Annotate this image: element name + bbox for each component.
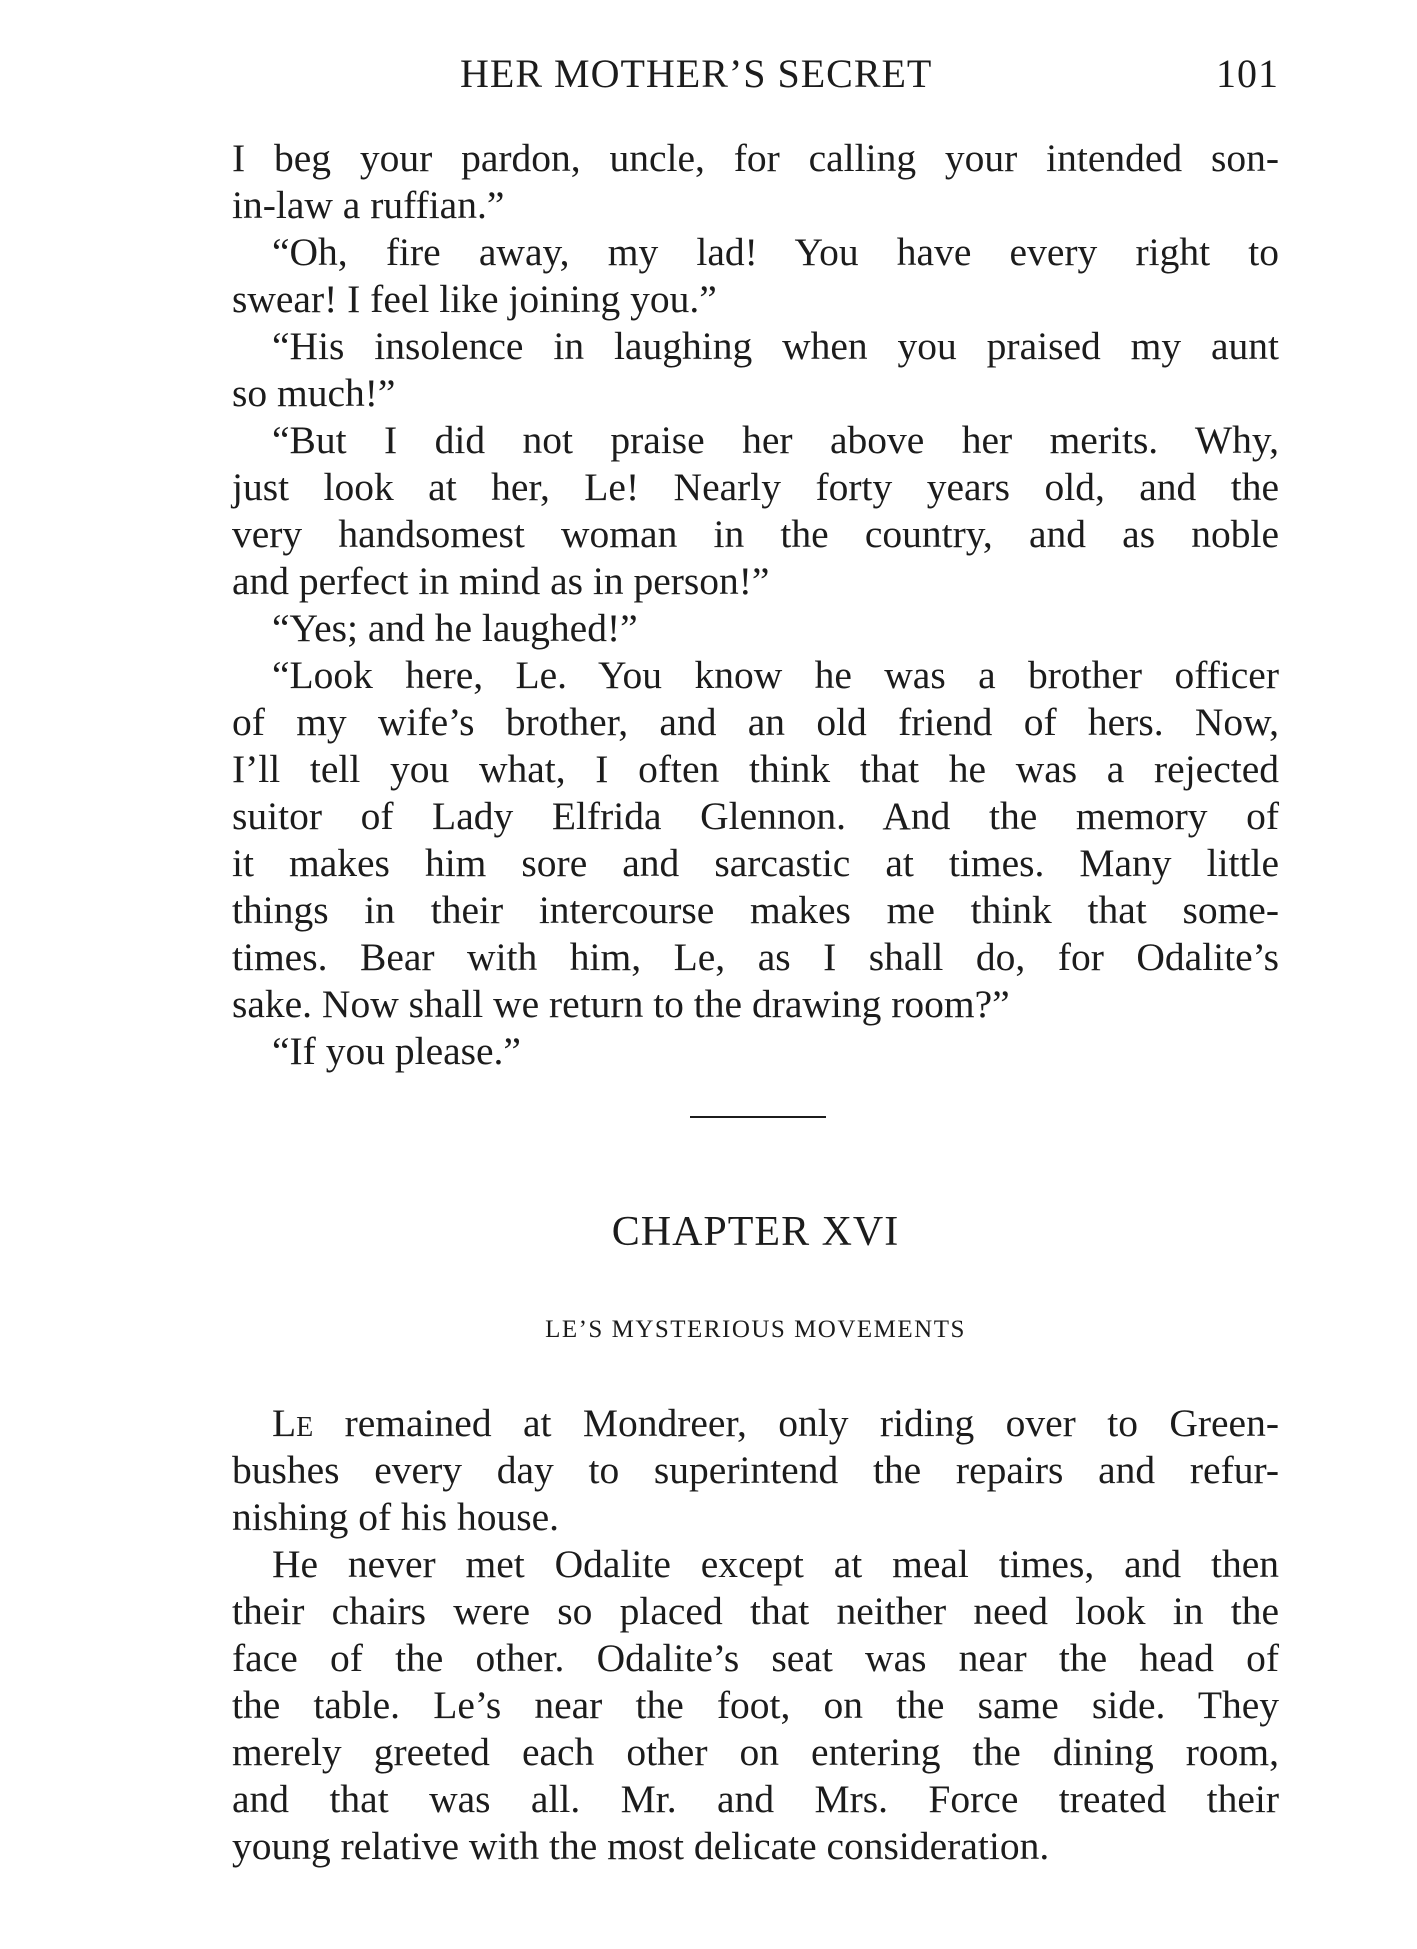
text-line: “If you please.” xyxy=(272,1029,521,1073)
section-divider xyxy=(690,1116,826,1118)
text-line: suitor of Lady Elfrida Glennon. And the memory of xyxy=(232,794,1279,838)
text-line: the table. Le’s near the foot, on the same side. They xyxy=(232,1683,1279,1727)
text-line: He never met Odalite except at meal times, and then xyxy=(272,1542,1279,1586)
text-line-first xyxy=(232,1400,1279,1447)
text-line: so much!” xyxy=(232,371,396,415)
running-title: HER MOTHER’S SECRET xyxy=(460,51,933,96)
text-line: times. Bear with him, Le, as I shall do, for Odalite’s xyxy=(232,935,1279,979)
text-line: things in their intercourse makes me think that some- xyxy=(232,888,1279,932)
text-line: it makes him sore and sarcastic at times. Many little xyxy=(232,841,1279,885)
text-line: just look at her, Le! Nearly forty years old, and the xyxy=(232,465,1279,509)
text-line: merely greeted each other on entering the dining room, xyxy=(232,1730,1279,1774)
chapter-subtitle: LE’S MYSTERIOUS MOVEMENTS xyxy=(545,1316,966,1343)
text-line: “Yes; and he laughed!” xyxy=(272,606,638,650)
chapter-heading: CHAPTER XVI xyxy=(611,1209,900,1255)
text-line: and that was all. Mr. and Mrs. Force treated their xyxy=(232,1777,1279,1821)
text-line: bushes every day to superintend the repairs and refur- xyxy=(232,1448,1279,1492)
page-number: 101 xyxy=(1216,51,1279,96)
text-line: “Oh, fire away, my lad! You have every right to xyxy=(272,230,1279,274)
page-header xyxy=(232,50,1279,100)
text-line: in-law a ruffian.” xyxy=(232,183,505,227)
text-line: I beg your pardon, uncle, for calling your intended son- xyxy=(232,136,1279,180)
text-line: their chairs were so placed that neither need look in the xyxy=(232,1589,1279,1633)
text-line: I’ll tell you what, I often think that he was a rejected xyxy=(232,747,1279,791)
text-line: “Look here, Le. You know he was a brother officer xyxy=(272,653,1279,697)
text-block-dialogue xyxy=(232,135,1279,1075)
text-line: “But I did not praise her above her merits. Why, xyxy=(272,418,1279,462)
text-line: “His insolence in laughing when you praised my aunt xyxy=(272,324,1279,368)
text-line: nishing of his house. xyxy=(232,1495,559,1539)
text-line: very handsomest woman in the country, and as noble xyxy=(232,512,1279,556)
text-block-chapter-opening xyxy=(232,1400,1279,1870)
text-line: young relative with the most delicate consideration. xyxy=(232,1824,1050,1868)
drop-word: Le xyxy=(272,1401,314,1445)
text-line: face of the other. Odalite’s seat was near the head of xyxy=(232,1636,1279,1680)
text-line: of my wife’s brother, and an old friend of hers. Now, xyxy=(232,700,1279,744)
first-line-text: remained at Mondreer, only riding over to Green- xyxy=(313,1401,1279,1445)
text-line: sake. Now shall we return to the drawing room?” xyxy=(232,982,1010,1026)
text-line: swear! I feel like joining you.” xyxy=(232,277,717,321)
text-line: and perfect in mind as in person!” xyxy=(232,559,770,603)
